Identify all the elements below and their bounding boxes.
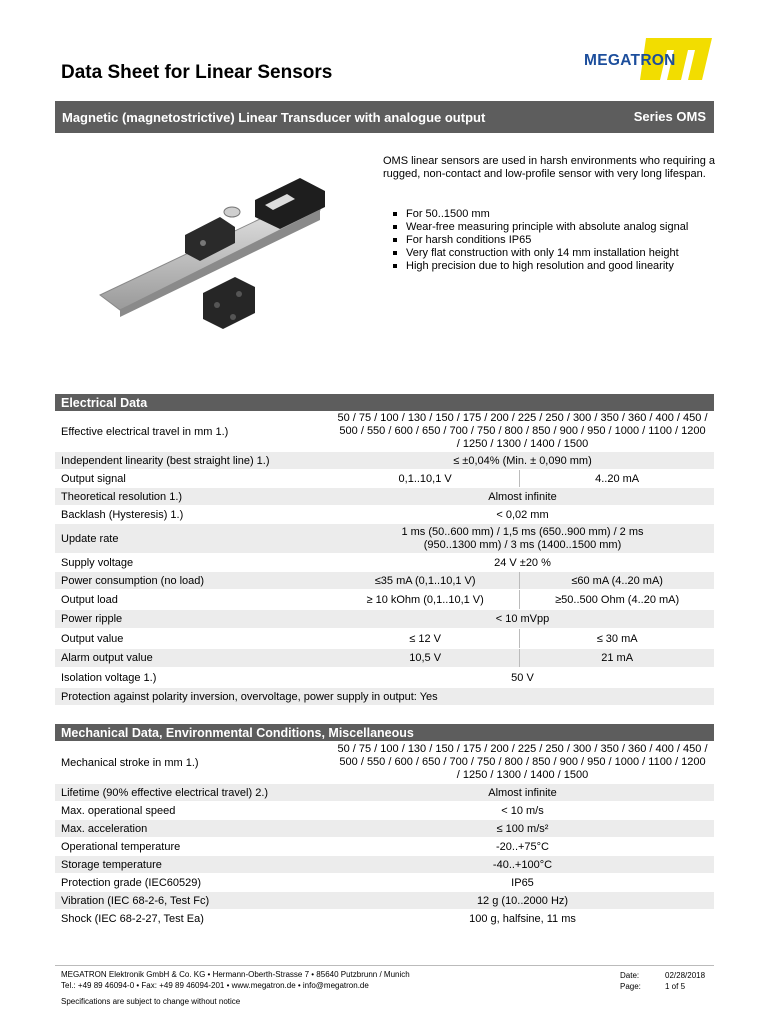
spec-label: Backlash (Hysteresis) 1.) (55, 506, 331, 524)
spec-value-current: ≤60 mA (4..20 mA) (520, 572, 714, 590)
megatron-logo (584, 36, 714, 82)
product-title-bar (55, 101, 714, 133)
spec-label: Independent linearity (best straight line) 1.) (55, 452, 331, 470)
footer-contact-line: Tel.: +49 89 46094-0 • Fax: +49 89 46094-201 • www.megatron.de • info@megatron.de (61, 980, 369, 990)
spec-value: ≤ ±0,04% (Min. ± 0,090 mm) (331, 452, 714, 470)
electrical-data-heading: Electrical Data (55, 394, 714, 412)
spec-value-voltage: ≥ 10 kOhm (0,1..10,1 V) (331, 590, 520, 610)
spec-label: Effective electrical travel in mm 1.) (55, 412, 331, 452)
series-name: Series OMS (633, 109, 706, 124)
spec-value: < 10 mVpp (331, 610, 714, 629)
spec-value-current: ≤ 30 mA (520, 629, 714, 649)
feature-item: Wear-free measuring principle with absolute analog signal (393, 221, 723, 234)
spec-label: Output signal (55, 470, 331, 488)
date-label: Date: (620, 971, 640, 980)
spec-label: Vibration (IEC 68-2-6, Test Fc) (55, 892, 331, 910)
spec-label: Supply voltage (55, 554, 331, 572)
page-value: 1 of 5 (665, 981, 686, 991)
footer-address (61, 970, 410, 991)
spec-label: Max. acceleration (55, 820, 331, 838)
spec-value-voltage: 0,1..10,1 V (331, 470, 520, 488)
spec-value-voltage: ≤ 12 V (331, 629, 520, 649)
date-value: 02/28/2018 (665, 971, 706, 980)
feature-item: For 50..1500 mm (393, 208, 723, 221)
spec-value: 12 g (10..2000 Hz) (331, 892, 714, 910)
spec-label: Shock (IEC 68-2-27, Test Ea) (55, 910, 331, 928)
feature-list (393, 208, 723, 273)
spec-label: Isolation voltage 1.) (55, 668, 331, 688)
spec-value: ≤ 100 m/s² (331, 820, 714, 838)
spec-label-full: Protection against polarity inversion, overvoltage, power supply in output: Yes (55, 688, 714, 706)
spec-label: Alarm output value (55, 649, 331, 668)
spec-value-voltage: ≤35 mA (0,1..10,1 V) (331, 572, 520, 590)
spec-value: 100 g, halfsine, 11 ms (331, 910, 714, 928)
spec-value-voltage: 10,5 V (331, 649, 520, 668)
spec-label: Output load (55, 590, 331, 610)
feature-item: For harsh conditions IP65 (393, 234, 723, 247)
spec-value: < 10 m/s (331, 802, 714, 820)
intro-text: OMS linear sensors are used in harsh environments who requiring a rugged, non-contact and low-profile sensor with very long lifespan. (383, 155, 715, 180)
linear-sensor-illustration (95, 165, 335, 355)
spec-label: Update rate (55, 524, 331, 554)
feature-item: Very flat construction with only 14 mm installation height (393, 247, 723, 260)
page-title: Data Sheet for Linear Sensors (61, 62, 333, 83)
spec-value: 1 ms (50..600 mm) / 1,5 ms (650..900 mm) / 2 ms (950..1300 mm) / 3 ms (1400..1500 mm) (331, 524, 714, 554)
spec-label: Lifetime (90% effective electrical travel) 2.) (55, 784, 331, 802)
footer-meta (620, 971, 705, 992)
spec-label: Storage temperature (55, 856, 331, 874)
spec-value: -20..+75°C (331, 838, 714, 856)
footer-divider (55, 965, 714, 966)
spec-value: 50 / 75 / 100 / 130 / 150 / 175 / 200 / 225 / 250 / 300 / 350 / 360 / 400 / 450 / 500 / 550 / 600 / 650 / 700 / 750 / 800 / 850 / 900 / 950 / 1000 / 1100 / 1200 / 1250 / 1300 / 1400 / 1500 (331, 742, 714, 784)
spec-label: Power consumption (no load) (55, 572, 331, 590)
mechanical-data-table (55, 724, 714, 928)
spec-label: Mechanical stroke in mm 1.) (55, 742, 331, 784)
spec-value-current: ≥50..500 Ohm (4..20 mA) (520, 590, 714, 610)
mechanical-data-heading: Mechanical Data, Environmental Conditions, Miscellaneous (55, 724, 714, 742)
spec-label: Theoretical resolution 1.) (55, 488, 331, 506)
logo-brand-text: MEGATRON (584, 52, 676, 69)
spec-value: Almost infinite (331, 488, 714, 506)
spec-value-current: 21 mA (520, 649, 714, 668)
spec-value: 50 V (331, 668, 714, 688)
spec-label: Protection grade (IEC60529) (55, 874, 331, 892)
spec-value-current: 4..20 mA (520, 470, 714, 488)
spec-value: IP65 (331, 874, 714, 892)
spec-value: 50 / 75 / 100 / 130 / 150 / 175 / 200 / 225 / 250 / 300 / 350 / 360 / 400 / 450 / 500 / 550 / 600 / 650 / 700 / 750 / 800 / 850 / 900 / 950 / 1000 / 1100 / 1200 / 1250 / 1300 / 1400 / 1500 (331, 412, 714, 452)
electrical-data-table (55, 394, 714, 706)
footer-note: Specifications are subject to change without notice (61, 997, 241, 1006)
footer-address-line: MEGATRON Elektronik GmbH & Co. KG • Hermann-Oberth-Strasse 7 • 85640 Putzbrunn / Munich (61, 970, 410, 979)
spec-value: Almost infinite (331, 784, 714, 802)
product-name: Magnetic (magnetostrictive) Linear Transducer with analogue output (62, 110, 486, 125)
spec-value: -40..+100°C (331, 856, 714, 874)
spec-value: < 0,02 mm (331, 506, 714, 524)
spec-label: Output value (55, 629, 331, 649)
spec-value: 24 V ±20 % (331, 554, 714, 572)
spec-label: Max. operational speed (55, 802, 331, 820)
spec-label: Operational temperature (55, 838, 331, 856)
page-label: Page: (620, 981, 641, 991)
feature-item: High precision due to high resolution and good linearity (393, 260, 723, 273)
spec-label: Power ripple (55, 610, 331, 629)
product-image (95, 165, 335, 355)
